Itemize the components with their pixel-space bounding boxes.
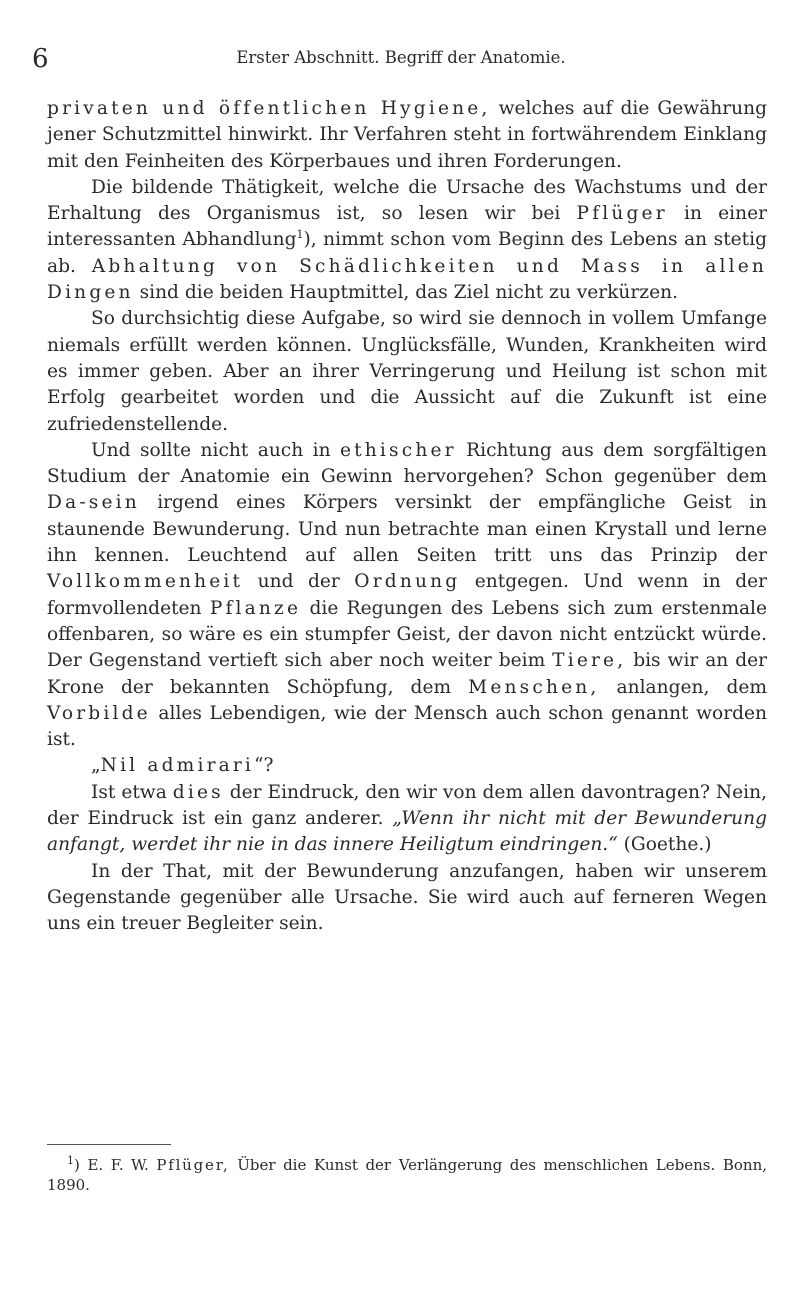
paragraph-7: [47, 859, 767, 938]
paragraph-text: und der: [243, 571, 355, 593]
paragraph-3: [47, 306, 767, 437]
footnote-ref[interactable]: 1: [296, 228, 304, 242]
paragraph-text: die Regungen des Lebens sich zum erstenmale offenbaren, so wäre es ein stumpfer Geist, der davon nicht entzückt würde. Der Gegenstand vertieft sich aber noch weiter beim: [47, 597, 767, 672]
author-name: Pflüger: [576, 203, 668, 225]
footnote-marker: 1: [67, 1154, 74, 1167]
paragraph-text: Ist etwa: [91, 781, 173, 803]
paragraph-text: anlangen, dem: [599, 676, 768, 698]
paragraph-text: ), nimmt schon vom Beginn des Lebens an stetig ab.: [47, 229, 767, 277]
spaced-text: ethischer: [340, 439, 457, 461]
spaced-text: Tiere,: [552, 650, 627, 672]
footnote: [47, 1155, 767, 1195]
paragraph-text: in einer interessanten Abhandlung: [47, 203, 767, 251]
main-text: [47, 96, 767, 938]
spaced-text: Vorbilde: [47, 702, 151, 724]
quote-mark: „: [91, 755, 101, 777]
spaced-text: dies: [172, 781, 224, 803]
running-title: Erster Abschnitt. Begriff der Anatomie.: [236, 48, 566, 67]
paragraph-text: Die bildende Thätigkeit, welche die Ursache des Wachstums und der Erhaltung des Organismus ist, so lesen wir bei: [47, 176, 767, 225]
quote-mark: “?: [254, 755, 274, 777]
paragraph-text: bis wir an der Krone der bekannten Schöpfung, dem: [47, 650, 767, 698]
paragraph-text: So durchsichtig diese Aufgabe, so wird sie dennoch in vollem Umfange niemals erfüllt werden können. Unglücksfälle, Wunden, Krankheiten wird es immer geben. Aber an ihrer Verringerung und Heilung ist schon mit Erfolg gearbeitet worden und die Aussicht auf die Zukunft ist eine zufriedenstellende.: [47, 308, 767, 435]
footnote-divider: [47, 1144, 171, 1145]
paragraph-1: [47, 96, 767, 175]
paragraph-text: Und sollte nicht auch in: [91, 439, 340, 461]
spaced-text: Ordnung: [354, 571, 461, 593]
author-name: Pflüger,: [156, 1156, 230, 1174]
paragraph-text: welches auf die Gewährung jener Schutzmittel hinwirkt. Ihr Verfahren steht in fortwährendem Einklang mit den Feinheiten des Körperbaues und ihren Forderungen.: [47, 98, 767, 172]
page-header: [32, 42, 770, 72]
paragraph-text: entgegen. Und wenn in der formvollendeten: [47, 571, 767, 619]
paragraph-6: [47, 780, 767, 859]
footnote-text: Über die Kunst der Verlängerung des menschlichen Lebens. Bonn, 1890.: [47, 1156, 767, 1194]
paragraph-text: In der That, mit der Bewunderung anzufangen, haben wir unserem Gegenstande gegenüber alle Ursache. Sie wird auch auf ferneren Wegen uns ein treuer Begleiter sein.: [47, 860, 767, 935]
paragraph-2: [47, 175, 767, 306]
spaced-text: Da-sein: [47, 492, 140, 514]
spaced-text: Vollkommenheit: [47, 571, 244, 593]
paragraph-text: (Goethe.): [617, 834, 712, 856]
paragraph-text: alles Lebendigen, wie der Mensch auch schon genannt worden ist.: [47, 702, 767, 751]
spaced-text: Abhaltung von Schädlichkeiten und Mass in allen Dingen: [47, 255, 767, 304]
page-number: 6: [32, 44, 49, 74]
spaced-text: Nil admirari: [100, 755, 255, 777]
spaced-text: Menschen,: [468, 676, 600, 698]
paragraph-text: irgend eines Körpers versinkt der empfängliche Geist in staunende Bewunderung. Und nun betrachte man einen Krystall und lerne ihn kennen. Leuchtend auf allen Seiten tritt uns das Prinzip der: [47, 492, 767, 567]
paragraph-5: [47, 753, 767, 779]
paragraph-4: [47, 438, 767, 754]
paragraph-text: Richtung aus dem sorgfältigen Studium der Anatomie ein Gewinn hervorgehen? Schon gegenüber dem: [47, 439, 767, 488]
footnote-text: ) E. F. W.: [74, 1156, 157, 1174]
spaced-text: privaten und öffentlichen Hygiene,: [47, 98, 491, 119]
goethe-quote: „Wenn ihr nicht mit der Bewunderung anfangt, werdet ihr nie in das innere Heiligtum eindringen.“: [47, 808, 767, 856]
paragraph-text: sind die beiden Hauptmittel, das Ziel nicht zu verkürzen.: [133, 282, 678, 304]
spaced-text: Pflanze: [209, 597, 302, 619]
paragraph-text: der Eindruck, den wir von dem allen davontragen? Nein, der Eindruck ist ein ganz anderer.: [47, 781, 767, 830]
